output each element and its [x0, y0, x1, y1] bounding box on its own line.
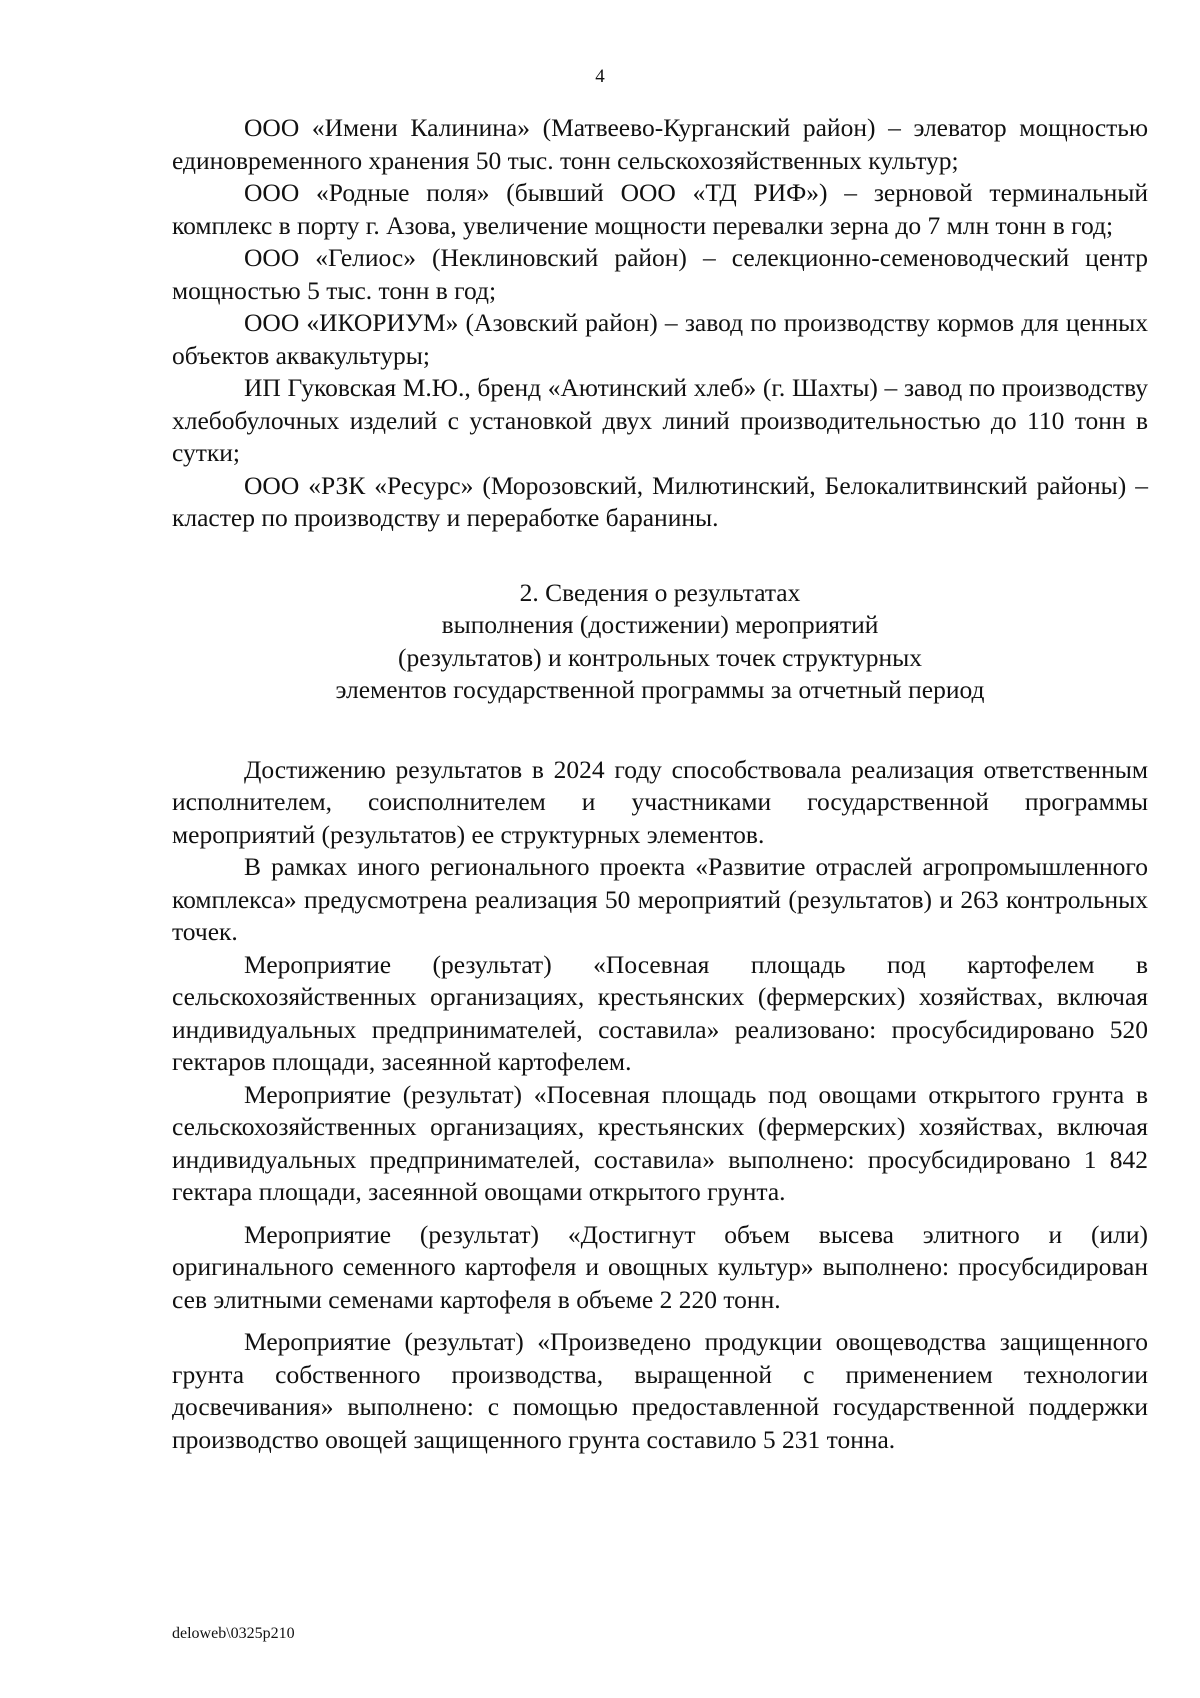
paragraph-rzk-resurs: ООО «РЗК «Ресурс» (Морозовский, Милютинский, Белокалитвинский районы) – кластер по производству и переработке баранины. — [172, 470, 1148, 532]
document-code-footer: deloweb\0325p210 — [172, 1625, 295, 1642]
paragraph-achievement: Достижению результатов в 2024 году способствовала реализация ответственным исполнителем, соисполнителем и участниками государственной программы мероприятий (результатов) ее структурных элементов. — [172, 754, 1148, 849]
section-heading-line: (результатов) и контрольных точек структурных — [397, 642, 923, 672]
paragraph-gukovskaya: ИП Гуковская М.Ю., бренд «Аютинский хлеб» (г. Шахты) – завод по производству хлебобулочных изделий с установкой двух линий производительностью до 110 тонн в сутки; — [172, 373, 1148, 467]
document-body — [172, 112, 1148, 1456]
paragraph-ikorium: ООО «ИКОРИУМ» (Азовский район) – завод по производству кормов для ценных объектов аквакультуры; — [172, 308, 1148, 370]
section-heading-line: выполнения (достижении) мероприятий — [441, 610, 879, 639]
paragraph-greenhouse: Мероприятие (результат) «Произведено продукции овощеводства защищенного грунта собственного производства, выращенной с применением технологии досвечивания» выполнено: с помощью предоставленной государственной поддержки производство овощей защищенного грунта составило 5 231 тонна. — [172, 1327, 1148, 1454]
paragraph-gelios: ООО «Гелиос» (Неклиновский район) – селекционно-семеноводческий центр мощностью 5 тыс. тонн в год; — [172, 243, 1148, 305]
section-heading — [172, 577, 1148, 707]
paragraph-kalinina: ООО «Имени Калинина» (Матвеево-Курганский район) – элеватор мощностью единовременного хранения 50 тыс. тонн сельскохозяйственных культур; — [172, 113, 1148, 175]
spacer — [172, 1209, 1148, 1219]
paragraph-seed-potato: Мероприятие (результат) «Достигнут объем высева элитного и (или) оригинального семенного картофеля и овощных культур» выполнено: просубсидирован сев элитными семенами картофеля в объеме 2 220 тонн. — [172, 1219, 1148, 1314]
paragraph-rodnye-polya: ООО «Родные поля» (бывший ООО «ТД РИФ») – зерновой терминальный комплекс в порту г. Азова, увеличение мощности перевалки зерна до 7 млн тонн в год; — [172, 178, 1148, 240]
paragraph-regional-project: В рамках иного регионального проекта «Развитие отраслей агропромышленного комплекса» предусмотрена реализация 50 мероприятий (результатов) и 263 контрольных точек. — [172, 852, 1148, 946]
page-number: 4 — [595, 66, 605, 87]
section-heading-line: 2. Сведения о результатах — [519, 577, 801, 607]
paragraph-vegetable-area: Мероприятие (результат) «Посевная площадь под овощами открытого грунта в сельскохозяйственных организациях, крестьянских (фермерских) хозяйствах, включая индивидуальных предпринимателей, составила» выполнено: просубсидировано 1 842 гектара площади, засеянной овощами открытого грунта. — [172, 1079, 1148, 1206]
spacer — [172, 1316, 1148, 1326]
section-heading-line: элементов государственной программы за отчетный период — [335, 675, 985, 704]
paragraph-potato-area: Мероприятие (результат) «Посевная площадь под картофелем в сельскохозяйственных организациях, крестьянских (фермерских) хозяйствах, включая индивидуальных предпринимателей, составила» реализовано: просубсидировано 520 гектаров площади, засеянной картофелем. — [172, 949, 1148, 1076]
